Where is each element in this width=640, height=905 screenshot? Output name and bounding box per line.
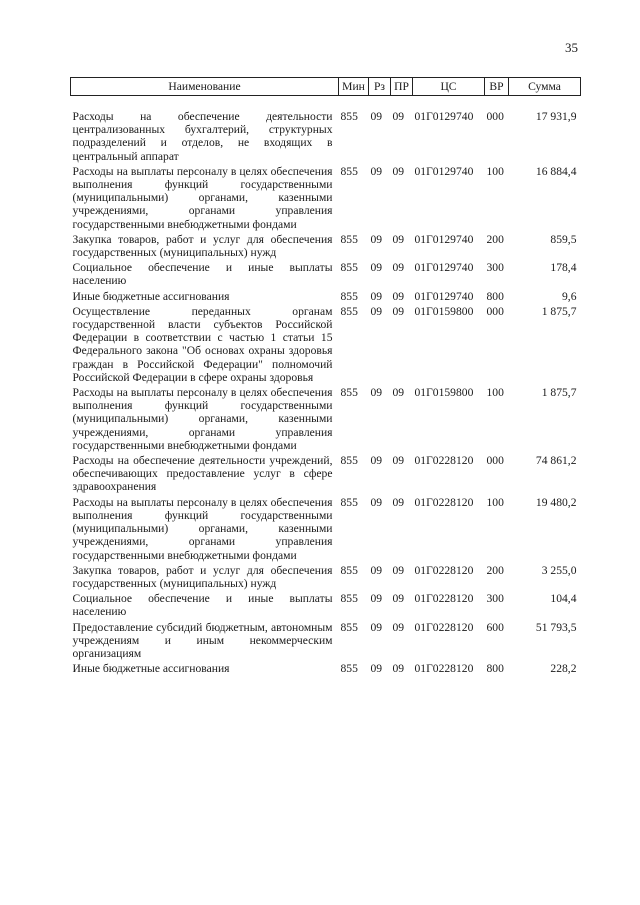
row-rz: 09	[370, 304, 383, 318]
row-min: 855	[340, 495, 358, 509]
row-cs: 01Г0159800	[414, 304, 474, 318]
row-cs: 01Г0129740	[414, 289, 474, 303]
row-vr: 800	[486, 662, 504, 676]
table-row	[71, 662, 581, 677]
row-vr: 600	[486, 620, 504, 634]
row-vr: 000	[486, 304, 504, 318]
row-vr: 200	[486, 563, 504, 577]
row-name: Расходы на выплаты персоналу в целях обеспечения выполнения функций государственными (муниципальными) органами, казенными учреждениями, органами управления государственными внебюджетными фондами	[72, 495, 333, 562]
table-row	[71, 290, 581, 305]
row-min: 855	[340, 662, 358, 676]
row-name: Расходы на выплаты персоналу в целях обеспечения выполнения функций государственными (муниципальными) органами, казенными учреждениями, органами управления государственными внебюджетными фондами	[72, 386, 333, 452]
row-min: 855	[340, 592, 358, 606]
row-min: 855	[340, 164, 358, 178]
row-sum: 1 875,7	[541, 304, 577, 318]
row-cs: 01Г0129740	[414, 261, 474, 275]
row-cs: 01Г0228120	[414, 662, 474, 676]
row-pr: 09	[392, 164, 405, 178]
row-vr: 000	[486, 110, 504, 123]
row-min: 855	[340, 563, 358, 577]
header-min: Мин	[339, 78, 369, 96]
row-cs: 01Г0129740	[414, 164, 474, 178]
row-sum: 17 931,9	[535, 110, 577, 123]
row-min: 855	[340, 110, 358, 123]
row-name: Закупка товаров, работ и услуг для обеспечения государственных (муниципальных) нужд	[72, 563, 333, 590]
row-min: 855	[340, 454, 358, 468]
table-row	[71, 592, 581, 620]
row-cs: 01Г0228120	[414, 563, 474, 577]
table-row	[71, 305, 581, 386]
row-rz: 09	[370, 289, 383, 303]
table-row	[71, 261, 581, 289]
row-pr: 09	[392, 304, 405, 318]
row-cs: 01Г0228120	[414, 592, 474, 606]
table-row	[71, 233, 581, 261]
row-min: 855	[340, 232, 358, 246]
row-rz: 09	[370, 386, 383, 400]
row-sum: 178,4	[550, 261, 577, 275]
header-vr: ВР	[485, 78, 509, 96]
row-name: Расходы на обеспечение деятельности централизованных бухгалтерий, структурных подразделений и отделов, не входящих в центральный аппарат	[72, 110, 333, 163]
row-sum: 3 255,0	[541, 563, 577, 577]
row-pr: 09	[392, 386, 405, 400]
row-vr: 200	[486, 232, 504, 246]
table-row	[71, 96, 581, 165]
row-vr: 100	[486, 386, 504, 400]
table-row	[71, 564, 581, 592]
row-cs: 01Г0228120	[414, 454, 474, 468]
row-pr: 09	[392, 289, 405, 303]
row-name: Социальное обеспечение и иные выплаты населению	[72, 261, 333, 288]
row-cs: 01Г0159800	[414, 386, 474, 400]
row-rz: 09	[370, 662, 383, 676]
table-header-row	[71, 78, 581, 96]
row-sum: 104,4	[550, 592, 577, 606]
row-sum: 1 875,7	[541, 386, 577, 400]
row-rz: 09	[370, 620, 383, 634]
row-sum: 9,6	[562, 289, 577, 303]
row-min: 855	[340, 386, 358, 400]
row-rz: 09	[370, 164, 383, 178]
row-rz: 09	[370, 563, 383, 577]
row-pr: 09	[392, 620, 405, 634]
row-cs: 01Г0129740	[414, 232, 474, 246]
table-row	[71, 454, 581, 496]
page-number: 35	[565, 40, 578, 55]
row-pr: 09	[392, 110, 405, 123]
row-rz: 09	[370, 261, 383, 275]
row-pr: 09	[392, 232, 405, 246]
row-pr: 09	[392, 592, 405, 606]
row-cs: 01Г0129740	[414, 110, 474, 123]
row-vr: 100	[486, 164, 504, 178]
header-pr: ПР	[391, 78, 413, 96]
row-pr: 09	[392, 495, 405, 509]
table-row	[71, 386, 581, 454]
row-sum: 228,2	[550, 662, 577, 676]
header-rz: Рз	[369, 78, 391, 96]
row-min: 855	[340, 289, 358, 303]
row-name: Предоставление субсидий бюджетным, автономным учреждениям и иным некоммерческим организациям	[72, 620, 333, 660]
row-sum: 859,5	[550, 232, 577, 246]
header-sum: Сумма	[509, 78, 581, 96]
row-min: 855	[340, 261, 358, 275]
row-name: Социальное обеспечение и иные выплаты населению	[72, 592, 333, 619]
row-pr: 09	[392, 662, 405, 676]
row-name: Закупка товаров, работ и услуг для обеспечения государственных (муниципальных) нужд	[72, 232, 333, 260]
table-row	[71, 496, 581, 564]
row-pr: 09	[392, 261, 405, 275]
row-name: Осуществление переданных органам государственной власти субъектов Российской Федерации в соответствии с частью 1 статьи 15 Федерального закона "Об основах охраны здоровья граждан в Российской Федерации" полномочий Российской Федерации в сфере охраны здоровья	[72, 304, 333, 384]
row-sum: 16 884,4	[535, 164, 577, 178]
budget-table	[70, 77, 581, 677]
header-cs: ЦС	[413, 78, 485, 96]
row-rz: 09	[370, 495, 383, 509]
row-pr: 09	[392, 454, 405, 468]
row-sum: 51 793,5	[535, 620, 577, 634]
row-sum: 74 861,2	[535, 454, 577, 468]
row-vr: 300	[486, 592, 504, 606]
row-min: 855	[340, 304, 358, 318]
row-name: Иные бюджетные ассигнования	[72, 289, 230, 303]
header-name: Наименование	[71, 78, 339, 96]
row-rz: 09	[370, 592, 383, 606]
row-name: Расходы на выплаты персоналу в целях обеспечения выполнения функций государственными (муниципальными) органами, казенными учреждениями, органами управления государственными внебюджетными фондами	[72, 164, 333, 231]
table-row	[71, 165, 581, 233]
row-cs: 01Г0228120	[414, 620, 474, 634]
row-vr: 800	[486, 289, 504, 303]
row-sum: 19 480,2	[535, 495, 577, 509]
row-vr: 000	[486, 454, 504, 468]
row-rz: 09	[370, 232, 383, 246]
row-rz: 09	[370, 454, 383, 468]
row-name: Иные бюджетные ассигнования	[72, 662, 230, 676]
row-pr: 09	[392, 563, 405, 577]
row-rz: 09	[370, 110, 383, 123]
row-cs: 01Г0228120	[414, 495, 474, 509]
row-vr: 100	[486, 495, 504, 509]
row-name: Расходы на обеспечение деятельности учреждений, обеспечивающих предоставление услуг в сфере здравоохранения	[72, 454, 333, 494]
table-row	[71, 621, 581, 663]
row-min: 855	[340, 620, 358, 634]
row-vr: 300	[486, 261, 504, 275]
